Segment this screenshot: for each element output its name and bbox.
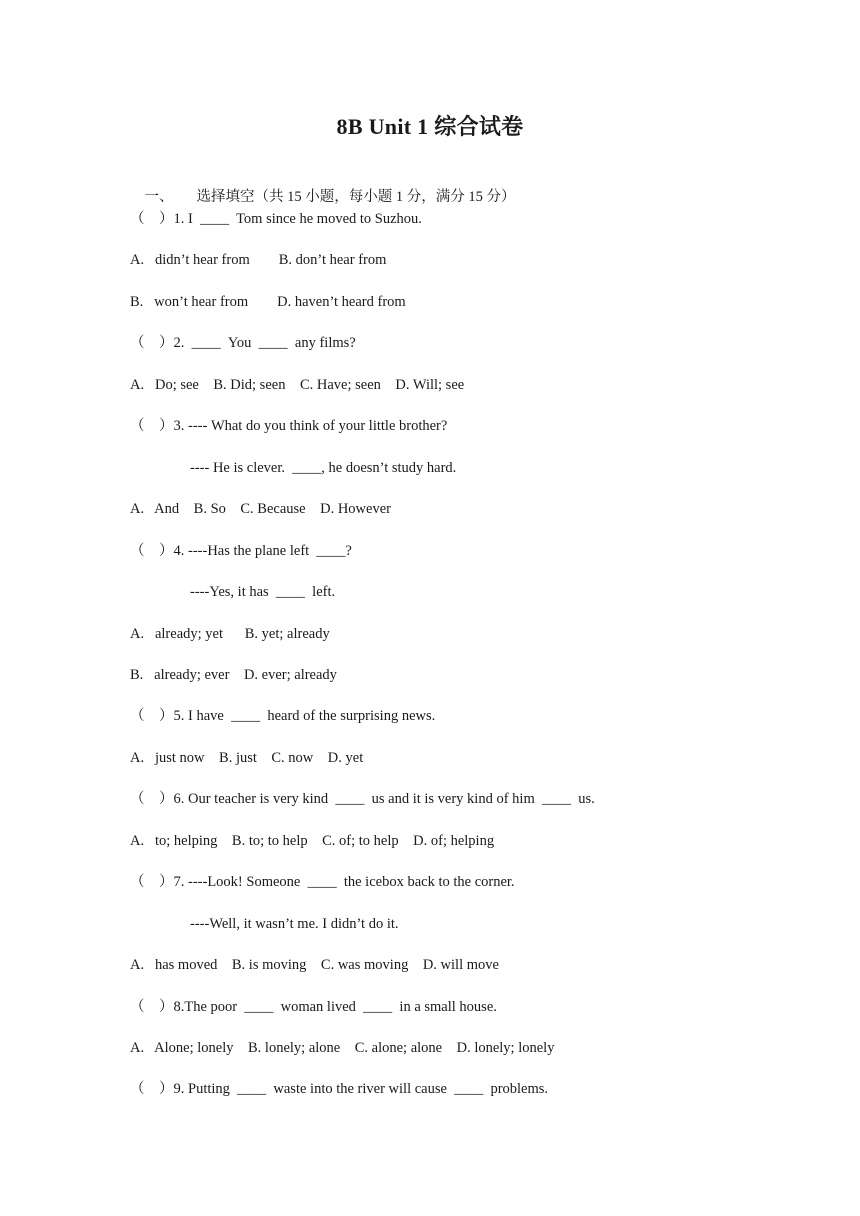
answer-options: A. to; helping B. to; to help C. of; to help D. of; helping xyxy=(130,833,495,849)
question-line: （ ）1. I ____ Tom since he moved to Suzhou. xyxy=(130,211,422,227)
answer-options: A. didn’t hear from B. don’t hear from xyxy=(130,252,387,268)
dialogue-line: ---- He is clever. ____, he doesn’t study hard. xyxy=(190,460,457,476)
question-line: （ ）9. Putting ____ waste into the river will cause ____ problems. xyxy=(130,1081,549,1097)
question-line: （ ）3. ---- What do you think of your little brother? xyxy=(130,418,448,434)
section-heading xyxy=(130,167,516,205)
dialogue-line: ----Well, it wasn’t me. I didn’t do it. xyxy=(190,916,399,932)
answer-options: A. already; yet B. yet; already xyxy=(130,626,330,642)
answer-options: A. has moved B. is moving C. was moving D. will move xyxy=(130,957,499,973)
question-line: （ ）5. I have ____ heard of the surprising news. xyxy=(130,708,436,724)
section-number: 一、 xyxy=(144,189,174,205)
question-line: （ ）6. Our teacher is very kind ____ us and it is very kind of him ____ us. xyxy=(130,791,595,807)
answer-options: A. And B. So C. Because D. However xyxy=(130,501,391,517)
question-line: （ ）8.The poor ____ woman lived ____ in a small house. xyxy=(130,999,497,1015)
question-line: （ ）4. ----Has the plane left ____? xyxy=(130,543,352,559)
question-line: （ ）7. ----Look! Someone ____ the icebox back to the corner. xyxy=(130,874,515,890)
section-heading-text: 选择填空（共 15 小题，每小题 1 分，满分 15 分） xyxy=(196,189,516,205)
answer-options: A. just now B. just C. now D. yet xyxy=(130,750,364,766)
answer-options: B. won’t hear from D. haven’t heard from xyxy=(130,294,406,310)
exam-title: 8B Unit 1 综合试卷 xyxy=(336,114,524,139)
answer-options: A. Alone; lonely B. lonely; alone C. alone; alone D. lonely; lonely xyxy=(130,1040,555,1056)
answer-options: A. Do; see B. Did; seen C. Have; seen D. Will; see xyxy=(130,377,465,393)
dialogue-line: ----Yes, it has ____ left. xyxy=(190,584,336,600)
question-line: （ ）2. ____ You ____ any films? xyxy=(130,335,356,351)
answer-options: B. already; ever D. ever; already xyxy=(130,667,337,683)
